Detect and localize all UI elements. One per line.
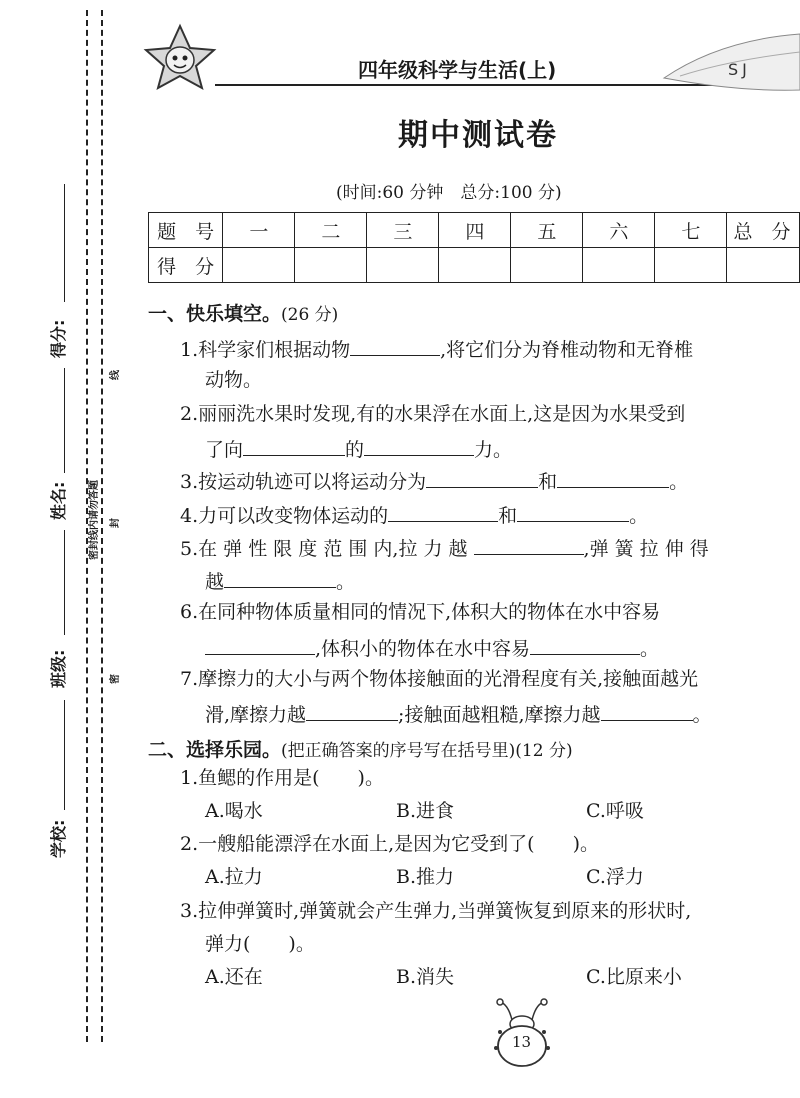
header-code: SJ (728, 60, 751, 79)
header-rule (215, 84, 715, 86)
s1-q7-text: ;接触面越粗糙,摩擦力越 (398, 704, 601, 726)
s1-question-1-cont: 动物。 (205, 369, 263, 391)
s1-q5-text: 5.在 弹 性 限 度 范 围 内,拉 力 越 (180, 538, 468, 560)
s1-q2-text: 的 (345, 439, 365, 461)
s1-q3-text: 。 (669, 471, 689, 493)
s2-q3-option-c[interactable]: C.比原来小 (586, 966, 682, 988)
binding-dash-line-inner (101, 10, 103, 1042)
s1-q6-text: 。 (640, 638, 660, 660)
score-table-row-label: 得 分 (149, 248, 223, 283)
s2-question-2: 2.一艘船能漂浮在水面上,是因为它受到了( )。 (180, 833, 599, 855)
section1-heading (148, 299, 338, 326)
section2-heading (148, 735, 573, 762)
s1-q7-blank-2[interactable] (601, 702, 693, 721)
header-title: 四年级科学与生活(上) (358, 58, 557, 82)
score-cell[interactable] (655, 248, 727, 283)
score-table-header-row (149, 213, 800, 248)
s1-question-4 (180, 503, 648, 527)
s1-q5-text: 越 (205, 571, 225, 593)
name-label: 姓名: (49, 481, 68, 520)
s1-q4-text: 。 (629, 505, 649, 527)
s1-q3-blank-1[interactable] (426, 469, 538, 488)
score-line (64, 184, 65, 302)
seal-mark-feng: 封 (110, 518, 121, 528)
score-cell-total[interactable] (727, 248, 800, 283)
name-line (64, 368, 65, 473)
score-cell[interactable] (511, 248, 583, 283)
s1-question-2: 2.丽丽洗水果时发现,有的水果浮在水面上,这是因为水果受到 (180, 403, 686, 425)
score-table-header-total: 总 分 (727, 213, 800, 248)
s1-q1-blank[interactable] (350, 337, 440, 356)
s2-q3-option-a[interactable]: A.还在 (205, 966, 263, 988)
school-label: 学校: (49, 819, 68, 858)
s1-question-5 (180, 536, 709, 560)
s1-question-6: 6.在同种物体质量相同的情况下,体积大的物体在水中容易 (180, 601, 661, 623)
class-line (64, 530, 65, 635)
s1-question-3 (180, 469, 688, 493)
score-table-header-cell: 四 (439, 213, 511, 248)
s1-q3-blank-2[interactable] (557, 469, 669, 488)
score-table-header-cell: 三 (367, 213, 439, 248)
s1-q5-blank-2[interactable] (224, 569, 336, 588)
s2-question-3: 3.拉伸弹簧时,弹簧就会产生弹力,当弹簧恢复到原来的形状时, (180, 900, 692, 922)
s1-q2-text: 力。 (474, 439, 513, 461)
s1-q7-blank-1[interactable] (306, 702, 398, 721)
score-label: 得分: (49, 319, 68, 358)
score-table-header-cell: 一 (223, 213, 295, 248)
s2-q1-option-c[interactable]: C.呼吸 (586, 800, 644, 822)
s1-question-7-cont (205, 702, 712, 726)
s1-q5-text: ,弹 簧 拉 伸 得 (583, 538, 709, 560)
s1-q3-text: 3.按运动轨迹可以将运动分为 (180, 471, 427, 493)
score-table-score-row (149, 248, 800, 283)
s2-q2-option-b[interactable]: B.推力 (396, 866, 455, 888)
section1-title: 一、快乐填空。 (148, 303, 282, 325)
exam-subtitle: (时间:60 分钟 总分:100 分) (336, 183, 562, 203)
s2-q1-option-b[interactable]: B.进食 (396, 800, 455, 822)
s2-q2-option-a[interactable]: A.拉力 (205, 866, 263, 888)
s1-q4-text: 和 (498, 505, 518, 527)
s2-q3-option-b[interactable]: B.消失 (396, 966, 455, 988)
section2-note: (把正确答案的序号写在括号里)(12 分) (281, 741, 573, 761)
score-table-header-cell: 五 (511, 213, 583, 248)
s1-q6-blank-1[interactable] (205, 636, 315, 655)
score-cell[interactable] (367, 248, 439, 283)
seal-mark-xian: 线 (110, 370, 121, 380)
s1-q5-text: 。 (336, 571, 356, 593)
s1-q5-blank-1[interactable] (474, 536, 584, 555)
s1-q2-blank-1[interactable] (243, 437, 345, 456)
page-number: 13 (512, 1033, 532, 1051)
s1-q7-text: 。 (692, 704, 712, 726)
s1-question-5-cont (205, 569, 355, 593)
score-cell[interactable] (223, 248, 295, 283)
seal-note: 密封线内请勿答题 (89, 480, 100, 560)
s1-q2-blank-2[interactable] (364, 437, 474, 456)
class-label: 班级: (49, 649, 68, 688)
score-table-header-label: 题 号 (149, 213, 223, 248)
s1-q6-blank-2[interactable] (530, 636, 640, 655)
exam-title: 期中测试卷 (398, 118, 558, 153)
s1-q2-text: 了向 (205, 439, 244, 461)
s1-question-6-cont (205, 636, 659, 660)
score-cell[interactable] (583, 248, 655, 283)
score-table (148, 212, 800, 283)
s1-question-1 (180, 337, 693, 361)
s1-q1-text: 1.科学家们根据动物 (180, 339, 351, 361)
section2-title: 二、选择乐园。 (148, 739, 282, 761)
s1-q4-text: 4.力可以改变物体运动的 (180, 505, 389, 527)
s1-question-7: 7.摩擦力的大小与两个物体接触面的光滑程度有关,接触面越光 (180, 668, 699, 690)
s2-question-3-cont: 弹力( )。 (205, 933, 315, 955)
s1-q1-text: ,将它们分为脊椎动物和无脊椎 (440, 339, 694, 361)
s1-question-2-cont (205, 437, 512, 461)
s1-q3-text: 和 (538, 471, 558, 493)
seal-mark-mi: 密 (110, 674, 121, 684)
score-cell[interactable] (295, 248, 367, 283)
s1-q4-blank-2[interactable] (517, 503, 629, 522)
school-line (64, 700, 65, 810)
s2-question-1: 1.鱼鳃的作用是( )。 (180, 767, 384, 789)
mascot-star-icon (140, 22, 220, 92)
score-table-header-cell: 六 (583, 213, 655, 248)
s1-q7-text: 滑,摩擦力越 (205, 704, 307, 726)
s1-q4-blank-1[interactable] (388, 503, 498, 522)
s2-q2-option-c[interactable]: C.浮力 (586, 866, 644, 888)
score-table-header-cell: 二 (295, 213, 367, 248)
score-cell[interactable] (439, 248, 511, 283)
s2-q1-option-a[interactable]: A.喝水 (205, 800, 263, 822)
score-table-header-cell: 七 (655, 213, 727, 248)
s1-q6-text: ,体积小的物体在水中容易 (315, 638, 531, 660)
section1-points: (26 分) (281, 305, 339, 325)
